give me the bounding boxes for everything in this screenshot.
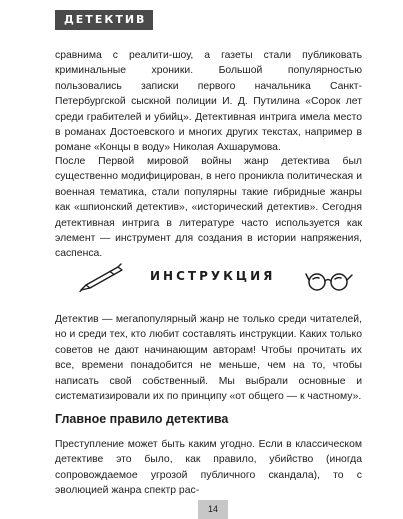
section-label: ДЕТЕКТИВ [55,10,153,30]
pen-icon [78,262,128,294]
paragraph-intro: сравнима с реалити-шоу, а газеты стали публиковать криминальные хроники. Большой популярностью пользовались записки первого начальника Санкт-Петербургской сыскной полиции И. Д. Путилина «Сорок лет среди грабителей и убийц». Детективная интрига имела место в романах Достоевского и многих других текстах, например в романе «Концы в воду» Николая Ахшарумова. [55,50,362,154]
page-number: 14 [198,500,228,519]
divider-title: ИНСТРУКЦИЯ [150,269,276,283]
paragraph-history: После Первой мировой войны жанр детектива был существенно модифицирован, в него проникла политическая и военная тематика, стали популярны такие гибридные жанры как «шпионский детектив», «исторический детектив». Сегодня детективная интрига в литературе часто используется как элемент — инструмент для создания в истории напряжения, саспенса. [55,156,362,260]
section-heading: Главное правило детектива [55,412,229,426]
paragraph-instructions: Детектив — мегапопулярный жанр не только среди читателей, но и среди тех, кто любит составлять инструкции. Каких только советов не дают начинающим авторам! Чтобы прочитать их все, времени понадобится не меньше, чем на то, чтобы написать свой собственный. Мы выбрали основные и систематизировали их по принципу «от общего — к частному». [55,314,362,403]
glasses-icon [305,269,355,298]
paragraph-main-rule: Преступление может быть каким угодно. Если в классическом детективе это было, как правило, убийство (иногда сопровождаемое угрозой публичного скандала), то с эволюцией жанра спектр рас- [55,439,362,497]
